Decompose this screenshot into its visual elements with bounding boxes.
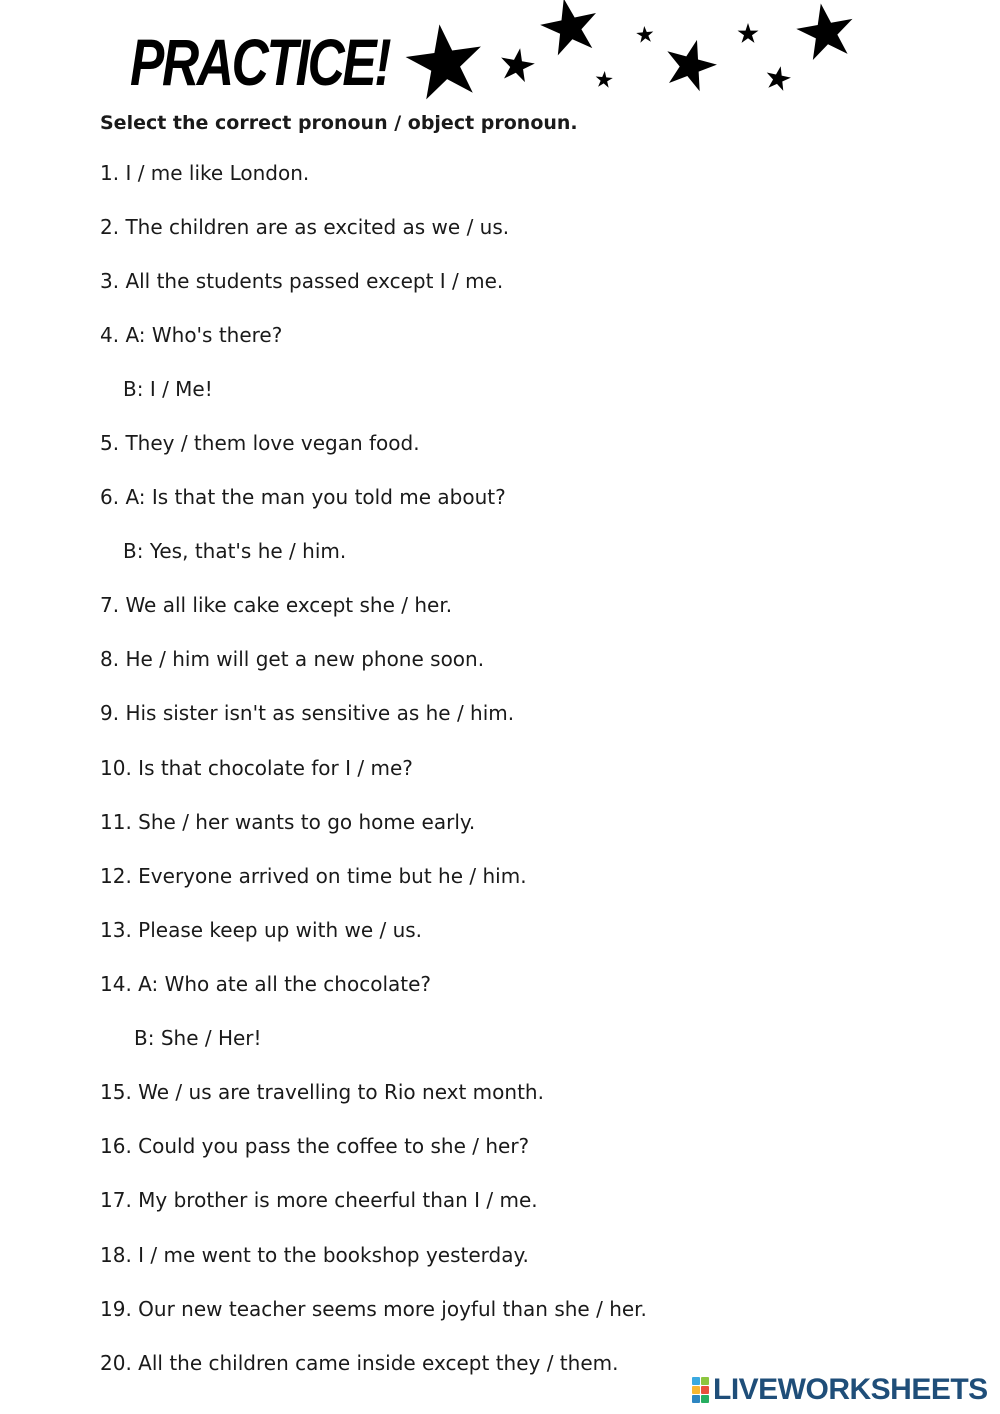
liveworksheets-logo-icon: [692, 1377, 709, 1403]
exercise-item: 1. I / me like London.: [100, 161, 310, 185]
exercise-item: 8. He / him will get a new phone soon.: [100, 647, 485, 671]
exercise-item: 13. Please keep up with we / us.: [100, 918, 423, 942]
star-icon: [636, 25, 654, 43]
exercise-item: 6. A: Is that the man you told me about?: [100, 485, 506, 509]
exercise-item-response: B: She / Her!: [134, 1026, 262, 1050]
star-icon: [764, 64, 793, 92]
star-icon: [660, 33, 722, 93]
exercise-item: 16. Could you pass the coffee to she / her?: [100, 1134, 530, 1158]
exercise-item-response: B: Yes, that's he / him.: [123, 539, 347, 563]
exercise-item: 9. His sister isn't as sensitive as he / him.: [100, 701, 515, 725]
exercise-item: 12. Everyone arrived on time but he / him.: [100, 864, 527, 888]
exercise-item: 17. My brother is more cheerful than I / me.: [100, 1188, 538, 1212]
instruction-text: Select the correct pronoun / object pronoun.: [100, 112, 578, 134]
exercise-item: 5. They / them love vegan food.: [100, 431, 420, 455]
liveworksheets-logo-text: LIVEWORKSHEETS: [713, 1373, 988, 1406]
exercise-item: 20. All the children came inside except they / them.: [100, 1351, 619, 1375]
exercise-item: 10. Is that chocolate for I / me?: [100, 756, 413, 780]
exercise-item: 14. A: Who ate all the chocolate?: [100, 972, 432, 996]
exercise-item: 15. We / us are travelling to Rio next month.: [100, 1080, 544, 1104]
exercise-item: 7. We all like cake except she / her.: [100, 593, 453, 617]
exercise-item: 11. She / her wants to go home early.: [100, 810, 476, 834]
exercise-item-response: B: I / Me!: [123, 377, 213, 401]
exercise-item: 4. A: Who's there?: [100, 323, 283, 347]
exercise-item: 19. Our new teacher seems more joyful than she / her.: [100, 1297, 647, 1321]
exercise-item: 18. I / me went to the bookshop yesterday.: [100, 1243, 529, 1267]
star-icon: [595, 70, 613, 88]
page-title: PRACTICE!: [130, 25, 390, 99]
exercise-item: 2. The children are as excited as we / us.: [100, 215, 510, 239]
star-icon: [738, 23, 759, 43]
stars-decoration: [0, 0, 1000, 110]
star-icon: [402, 19, 487, 101]
exercise-item: 3. All the students passed except I / me.: [100, 269, 504, 293]
star-icon: [498, 45, 537, 83]
liveworksheets-logo: [692, 1372, 988, 1408]
star-icon: [536, 0, 603, 58]
star-icon: [793, 0, 859, 62]
